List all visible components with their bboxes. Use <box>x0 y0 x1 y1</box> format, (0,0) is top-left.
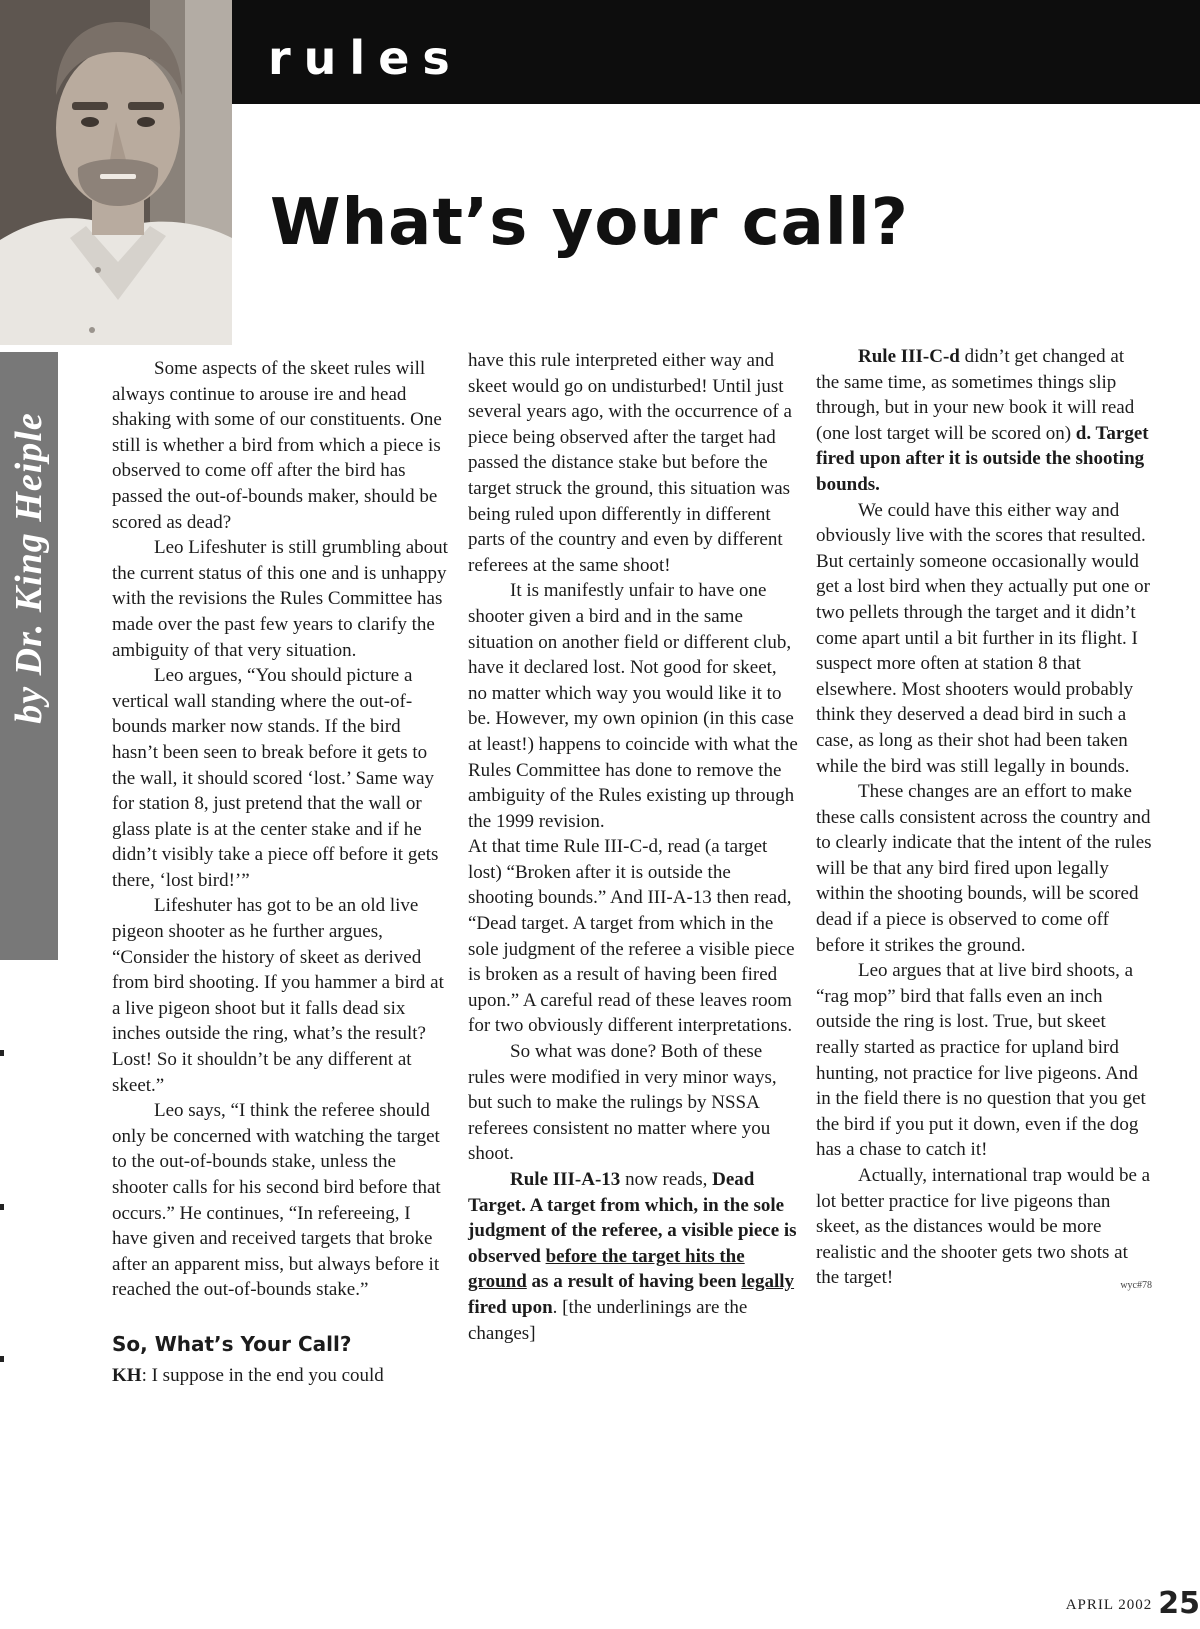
author-portrait-image <box>0 0 232 345</box>
page-number: 25 <box>1158 1586 1200 1621</box>
end-tag: wyc#78 <box>1120 1280 1152 1292</box>
page-footer <box>1066 1586 1200 1621</box>
rule-text: d. Target fired upon after it is outside the shooting bounds. <box>816 422 1149 495</box>
rule-text: as a result of having been <box>526 1271 742 1293</box>
scan-speck <box>0 1050 4 1056</box>
article-column-2 <box>468 348 798 1346</box>
paragraph: We could have this either way and obviously live with the scores that resulted. But certainly someone occasionally would get a lost bird when they actually put one or two pellets through the target and it didn’t come apart until a bit further in its flight. I suspect more often at station 8 that elsewhere. Most shooters would probably think they deserved a dead bird in such a case, as long as their shot had been taken while the bird was still legally in bounds. <box>816 499 1150 777</box>
paragraph-text: didn’t get changed at the same time, as sometimes things slip through, but in your new book it will read (one lost target will be scored on) <box>816 346 1135 444</box>
paragraph: Leo Lifeshuter is still grumbling about the current status of this one and is unhappy with the revisions the Rules Committee has made over the past few years to clarify the ambiguity of that very situation. <box>112 537 448 661</box>
article-column-3 <box>816 344 1152 1299</box>
paragraph-text: now reads, <box>620 1169 713 1190</box>
rule-text: fired upon <box>468 1296 553 1318</box>
paragraph: At that time Rule III-C-d, read (a target lost) “Broken after it is outside the shooting bounds.” And III-A-13 then read, “Dead target. A target from which in the sole judgment of the referee a visible piece is broken as a result of having been fired upon.” A careful read of these leaves room for two obviously different interpretations. <box>468 836 795 1037</box>
section-label: rules <box>268 31 463 85</box>
paragraph: These changes are an effort to make these calls consistent across the country and to clearly indicate that the intent of the rules will be that any bird fired upon legally within the shooting bounds, will be scored dead if a piece is observed to come off before it strikes the ground. <box>816 781 1152 956</box>
author-photo <box>0 0 232 345</box>
scan-speck <box>0 1204 4 1210</box>
subheading: So, What’s Your Call? <box>112 1331 352 1356</box>
paragraph <box>112 1363 450 1389</box>
issue-date: APRIL 2002 <box>1065 1597 1153 1613</box>
rule-label: Rule III-C-d <box>858 346 960 367</box>
author-byline: by Dr. King Heiple <box>8 412 50 724</box>
paragraph: Leo argues that at live bird shoots, a “rag mop” bird that falls even an inch outside the ring is lost. True, but skeet really started as practice for upland bird hunting, not practice for live pigeons. And in the field there is no question that you get the bird if you put it down, even if the dog has a chase to catch it! <box>816 960 1146 1161</box>
paragraph-text: : I suppose in the end you could <box>141 1364 384 1386</box>
article-title: What’s your call? <box>270 186 909 260</box>
rule-change: before the target hits the ground <box>468 1245 745 1293</box>
paragraph-text: . [the underlinings are the changes] <box>468 1296 748 1344</box>
paragraph <box>816 344 1152 498</box>
section-header-bar <box>232 0 1200 104</box>
paragraph-text: Actually, international trap would be a lot better practice for live pigeons than skeet, as the distances would be more realistic and the shooter gets two shots at the target! <box>816 1165 1151 1289</box>
rule-text: Dead Target. A target from which, in the sole judgment of the referee, a visible piece is observed <box>468 1169 797 1267</box>
paragraph: have this rule interpreted either way and skeet would go on undisturbed! Until just several years ago, with the occurrence of a piece being observed after the target had passed the distance stake but before the target struck the ground, this situation was being ruled upon differently in different parts of the country and even by different referees at the same shoot! <box>468 350 792 576</box>
paragraph <box>816 1163 1152 1291</box>
speaker-label: KH <box>112 1364 142 1386</box>
paragraph: Lifeshuter has got to be an old live pigeon shooter as he further argues, “Consider the history of skeet as derived from bird shooting. If you hammer a bird at a live pigeon shoot but it falls dead six inches outside the ring, what’s the result? Lost! So it shouldn’t be any different at skeet.” <box>112 895 444 1096</box>
rule-label: Rule III-A-13 <box>510 1169 621 1190</box>
paragraph: It is manifestly unfair to have one shooter given a bird and in the same situation on another field or different club, have it declared lost. Not good for skeet, no matter which way you would like it to be. However, my own opinion (in this case at least!) happens to coincide with what the Rules Committee has done to remove the ambiguity of the Rules existing up through the 1999 revision. <box>468 580 798 832</box>
paragraph: Leo argues, “You should picture a vertical wall standing where the out-of-bounds marker now stands. If the bird hasn’t been seen to break before it gets to the wall, it should scored ‘lost.’ Same way for station 8, just pretend that the wall or glass plate is at the center stake and if he didn’t visibly take a piece off before it gets there, ‘lost bird!’” <box>112 665 439 891</box>
paragraph <box>468 1167 798 1346</box>
paragraph: So what was done? Both of these rules were modified in very minor ways, but such to make the rulings by NSSA referees consistent no matter where you shoot. <box>468 1041 777 1165</box>
paragraph: Some aspects of the skeet rules will always continue to arouse ire and head shaking with some of our constituents. One still is whether a bird from which a piece is observed to come off after the bird has passed the out-of-bounds maker, should be scored as dead? <box>112 358 442 533</box>
rule-change: legally <box>741 1271 795 1293</box>
article-column-1 <box>112 356 450 1389</box>
scan-speck <box>0 1356 4 1362</box>
paragraph: Leo says, “I think the referee should only be concerned with watching the target to the out-of-bounds stake, unless the shooter calls for his second bird before that occurs.” He continues, “In refereeing, I have given and received targets that broke after an apparent miss, but always before it reached the out-of-bounds stake.” <box>112 1100 441 1301</box>
